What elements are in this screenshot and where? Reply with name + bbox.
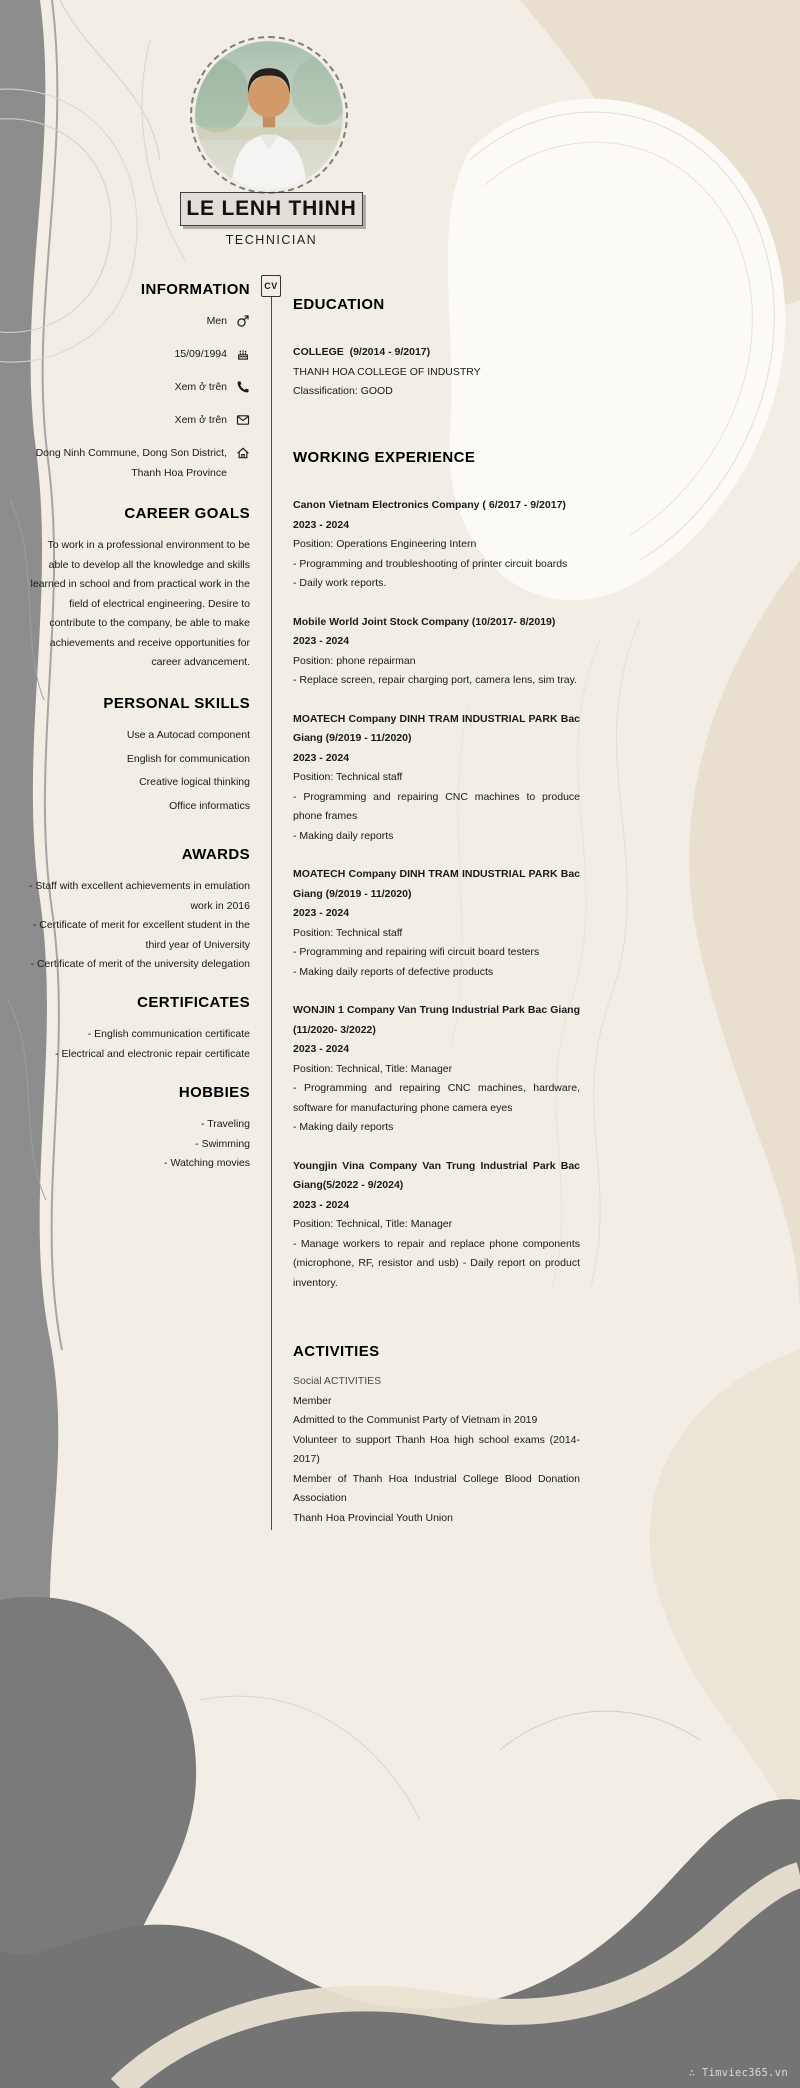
education-degree: COLLEGE (9/2014 - 9/2017) (293, 346, 431, 358)
information-header: INFORMATION (140, 281, 250, 298)
job-company: Canon Vietnam Electronics Company ( 6/2017 - 9/2017) (293, 499, 566, 511)
phone-value: Xem ở trên (174, 381, 227, 393)
section-working-experience (293, 448, 580, 1312)
hobby-item: - Watching movies (164, 1157, 250, 1169)
activity-item: Volunteer to support Thanh Hoa high school exams (2014-2017) (293, 1433, 580, 1465)
skill-item: Use a Autocad component (126, 729, 250, 741)
info-row-gender (25, 312, 250, 332)
job-period: 2023 - 2024 (293, 518, 350, 531)
home-icon (236, 446, 250, 460)
job-period: 2023 - 2024 (293, 1043, 350, 1055)
address-value: Dong Ninh Commune, Dong Son District, Thanh Hoa Province (35, 447, 227, 479)
experience-header: WORKING EXPERIENCE (293, 449, 476, 466)
award-item: - Certificate of merit for excellent student in the third year of University (32, 919, 250, 951)
certificates-header: CERTIFICATES (137, 994, 250, 1011)
job-company: Mobile World Joint Stock Company (10/2017- 8/2019) (293, 615, 556, 628)
section-activities (293, 1342, 580, 1528)
hobby-item: - Swimming (195, 1137, 250, 1150)
phone-icon (236, 380, 250, 394)
job-entry (293, 1157, 580, 1294)
job-line: - Programming and troubleshooting of printer circuit boards (293, 557, 568, 570)
job-company: Youngjin Vina Company Van Trung Industrial Park Bac Giang(5/2022 - 9/2024) (293, 1159, 580, 1191)
job-company: WONJIN 1 Company Van Trung Industrial Park Bac Giang (11/2020- 3/2022) (293, 1004, 580, 1036)
job-entry (293, 1001, 580, 1138)
job-position: Position: phone repairman (293, 654, 416, 667)
section-awards (25, 845, 250, 975)
avatar-image (195, 41, 343, 189)
job-position: Position: Technical, Title: Manager (293, 1062, 453, 1075)
activity-item: Member (293, 1394, 332, 1407)
section-certificates (25, 993, 250, 1064)
activity-item: Thanh Hoa Provincial Youth Union (293, 1511, 453, 1524)
job-line: - Making daily reports (293, 1121, 394, 1133)
job-period: 2023 - 2024 (293, 751, 350, 764)
award-item: - Staff with excellent achievements in emulation work in 2016 (28, 880, 250, 912)
email-value: Xem ở trên (174, 414, 227, 426)
profile-photo (190, 36, 348, 194)
job-line: - Making daily reports (293, 829, 394, 842)
job-position: Position: Technical staff (293, 771, 403, 783)
hobbies-header: HOBBIES (178, 1084, 250, 1101)
job-line: - Daily work reports. (293, 577, 387, 589)
cv-icon-label: CV (264, 281, 278, 291)
gender-value: Men (206, 315, 227, 327)
job-company: MOATECH Company DINH TRAM INDUSTRIAL PARK Bac Giang (9/2019 - 11/2020) (293, 868, 580, 900)
skill-item: Office informatics (169, 799, 250, 812)
job-period: 2023 - 2024 (293, 635, 350, 647)
job-line: - Manage workers to repair and replace phone components (microphone, RF, resistor and usb) - Daily report on product inventory. (293, 1237, 580, 1289)
section-personal-skills (25, 694, 250, 820)
name-box (180, 192, 363, 226)
job-period: 2023 - 2024 (293, 907, 350, 919)
job-title: TECHNICIAN (225, 233, 318, 247)
job-company: MOATECH Company DINH TRAM INDUSTRIAL PARK Bac Giang (9/2019 - 11/2020) (293, 712, 580, 744)
job-position: Position: Technical staff (293, 926, 403, 939)
mail-icon (236, 413, 250, 427)
info-row-phone (25, 378, 250, 398)
watermark: ∴ Timviec365.vn (688, 2067, 788, 2079)
job-line: - Making daily reports of defective products (293, 965, 494, 978)
gender-icon (236, 314, 250, 328)
hobby-item: - Traveling (200, 1118, 250, 1130)
job-entry (293, 613, 580, 691)
cv-icon (261, 275, 281, 297)
education-header: EDUCATION (293, 296, 385, 313)
activity-item: Social ACTIVITIES (293, 1375, 382, 1387)
certificate-item: - English communication certificate (87, 1028, 250, 1040)
skill-item: English for communication (126, 752, 250, 765)
job-line: - Programming and repairing wifi circuit board testers (293, 946, 540, 958)
personal-skills-header: PERSONAL SKILLS (103, 695, 250, 712)
birthday-icon (236, 347, 250, 361)
job-entry (293, 710, 580, 847)
info-row-birthday (25, 345, 250, 365)
job-entry (293, 496, 580, 594)
job-line: - Replace screen, repair charging port, camera lens, sim tray. (293, 674, 578, 686)
section-information (25, 280, 250, 496)
job-entry (293, 865, 580, 982)
skill-item: Creative logical thinking (139, 776, 250, 788)
certificate-item: - Electrical and electronic repair certificate (55, 1047, 250, 1060)
career-goals-header: CAREER GOALS (124, 505, 250, 522)
full-name: LE LENH THINH (186, 197, 357, 220)
activity-item: Member of Thanh Hoa Industrial College Blood Donation Association (293, 1472, 580, 1504)
info-row-address (25, 444, 250, 483)
job-period: 2023 - 2024 (293, 1198, 350, 1211)
career-goals-text: To work in a professional environment to be able to develop all the knowledge and skills learned in school and from practical work in the field of electrical engineering. Desire to contribute to the company, be able to make achievements and receive opportunities for career advancement. (30, 539, 250, 668)
education-classification: Classification: GOOD (293, 385, 393, 397)
job-position: Position: Technical, Title: Manager (293, 1218, 453, 1230)
job-position: Position: Operations Engineering Intern (293, 538, 477, 550)
awards-header: AWARDS (181, 846, 250, 863)
section-education (293, 295, 580, 402)
award-item: - Certificate of merit of the university delegation (30, 958, 250, 970)
job-line: - Programming and repairing CNC machines, hardware, software for manufacturing phone camera eyes (293, 1082, 580, 1114)
column-divider (271, 297, 272, 1530)
section-hobbies (25, 1083, 250, 1174)
activity-item: Admitted to the Communist Party of Vietnam in 2019 (293, 1414, 538, 1426)
birthday-value: 15/09/1994 (174, 348, 227, 360)
education-school: THANH HOA COLLEGE OF INDUSTRY (293, 365, 481, 378)
job-line: - Programming and repairing CNC machines to produce phone frames (293, 790, 580, 822)
activities-header: ACTIVITIES (293, 1343, 380, 1360)
section-career-goals (25, 504, 250, 673)
info-row-email (25, 411, 250, 431)
